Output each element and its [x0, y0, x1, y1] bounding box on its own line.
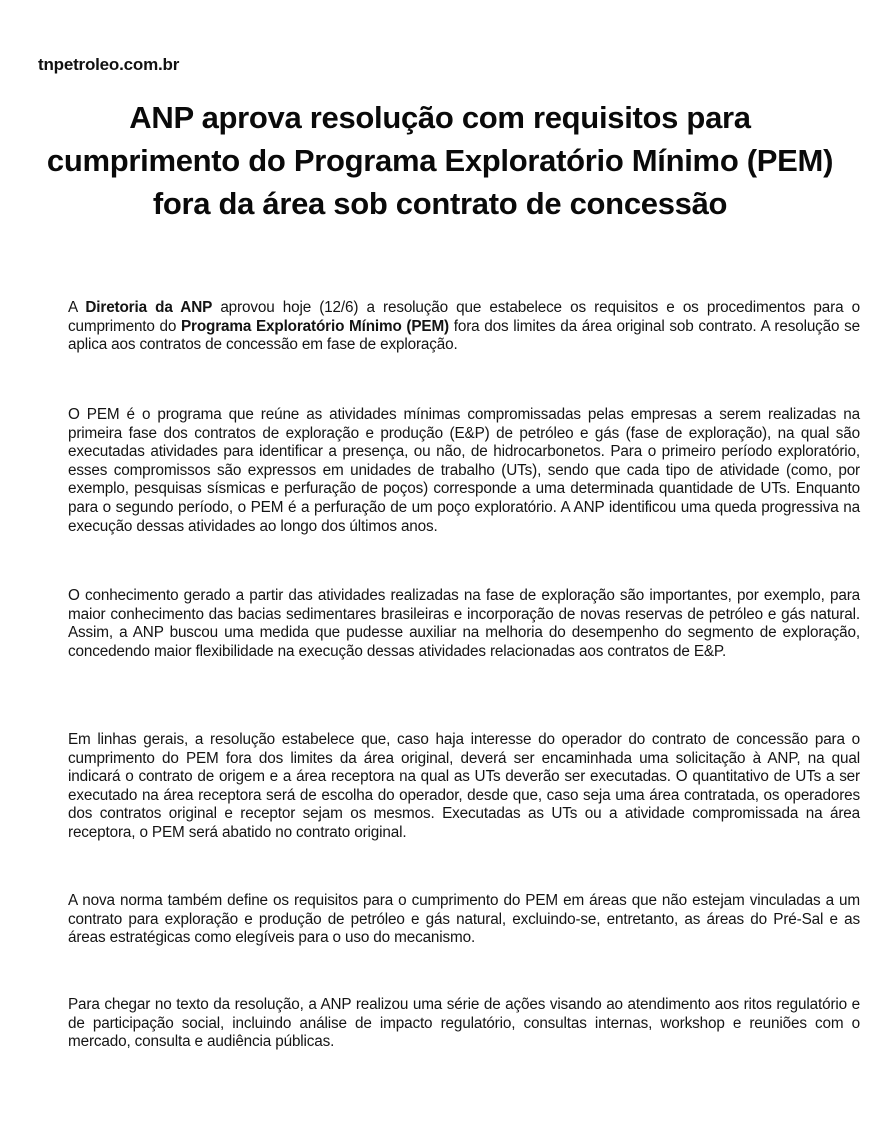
paragraph-text: fora dos limites da área original sob contrato. A resolução se aplica aos contratos de concessão em fase de exploração.: [68, 317, 860, 354]
site-name: tnpetroleo.com.br: [38, 55, 180, 74]
article-paragraph-6: Para chegar no texto da resolução, a ANP realizou uma série de ações visando ao atendimento aos ritos regulatório e de participação social, incluindo análise de impacto regulatório, consultas internas, workshop e reuniões com o mercado, consulta e audiência públicas.: [68, 996, 860, 1051]
paragraph-text: A: [68, 299, 86, 316]
article-paragraph-2: O PEM é o programa que reúne as atividades mínimas compromissadas pelas empresas a serem realizadas na primeira fase dos contratos de exploração e produção (E&P) de petróleo e gás (fase de exploração), na qual são executadas atividades para identificar a presença, ou não, de hidrocarbonetos. Para o primeiro período exploratório, esses compromissos são expressos em unidades de trabalho (UTs), sendo que cada tipo de atividade (como, por exemplo, pesquisas sísmicas e perfuração de poços) corresponde a uma determinada quantidade de UTs. Enquanto para o segundo período, o PEM é a perfuração de um poço exploratório. A ANP identificou uma queda progressiva na execução dessas atividades ao longo dos últimos anos.: [68, 406, 860, 535]
article-paragraph-4: Em linhas gerais, a resolução estabelece que, caso haja interesse do operador do contrato de concessão para o cumprimento do PEM fora dos limites da área original, deverá ser encaminhada uma solicitação à ANP, na qual indicará o contrato de origem e a área receptora na qual as UTs deverão ser executadas. O quantitativo de UTs a ser executado na área receptora será de escolha do operador, desde que, caso seja uma área contratada, os operadores dos contratos original e receptor sejam os mesmos. Executadas as UTs ou a atividade compromissada na área receptora, o PEM será abatido no contrato original.: [68, 731, 860, 841]
article-paragraph-5: A nova norma também define os requisitos para o cumprimento do PEM em áreas que não estejam vinculadas a um contrato para exploração e produção de petróleo e gás natural, excluindo-se, entretanto, as áreas do Pré-Sal e as áreas estratégicas como elegíveis para o uso do mecanismo.: [68, 892, 860, 947]
article-paragraph-1: [68, 299, 860, 355]
article-title: ANP aprova resolução com requisitos para cumprimento do Programa Exploratório Mínimo (PEM) fora da área sob contrato de concessão: [46, 100, 834, 221]
bold-text-pem: Programa Exploratório Mínimo (PEM): [181, 317, 449, 335]
paragraph-text: aprovou hoje (12/6) a resolução que estabelece os requisitos e os procedimentos para o cumprimento do: [68, 299, 860, 335]
bold-text-diretoria: Diretoria da ANP: [85, 299, 213, 316]
article-paragraph-3: O conhecimento gerado a partir das atividades realizadas na fase de exploração são importantes, por exemplo, para maior conhecimento das bacias sedimentares brasileiras e incorporação de novas reservas de petróleo e gás natural. Assim, a ANP buscou uma medida que pudesse auxiliar na melhoria do desempenho do segmento de exploração, concedendo maior flexibilidade na execução dessas atividades relacionadas aos contratos de E&P.: [68, 587, 860, 660]
